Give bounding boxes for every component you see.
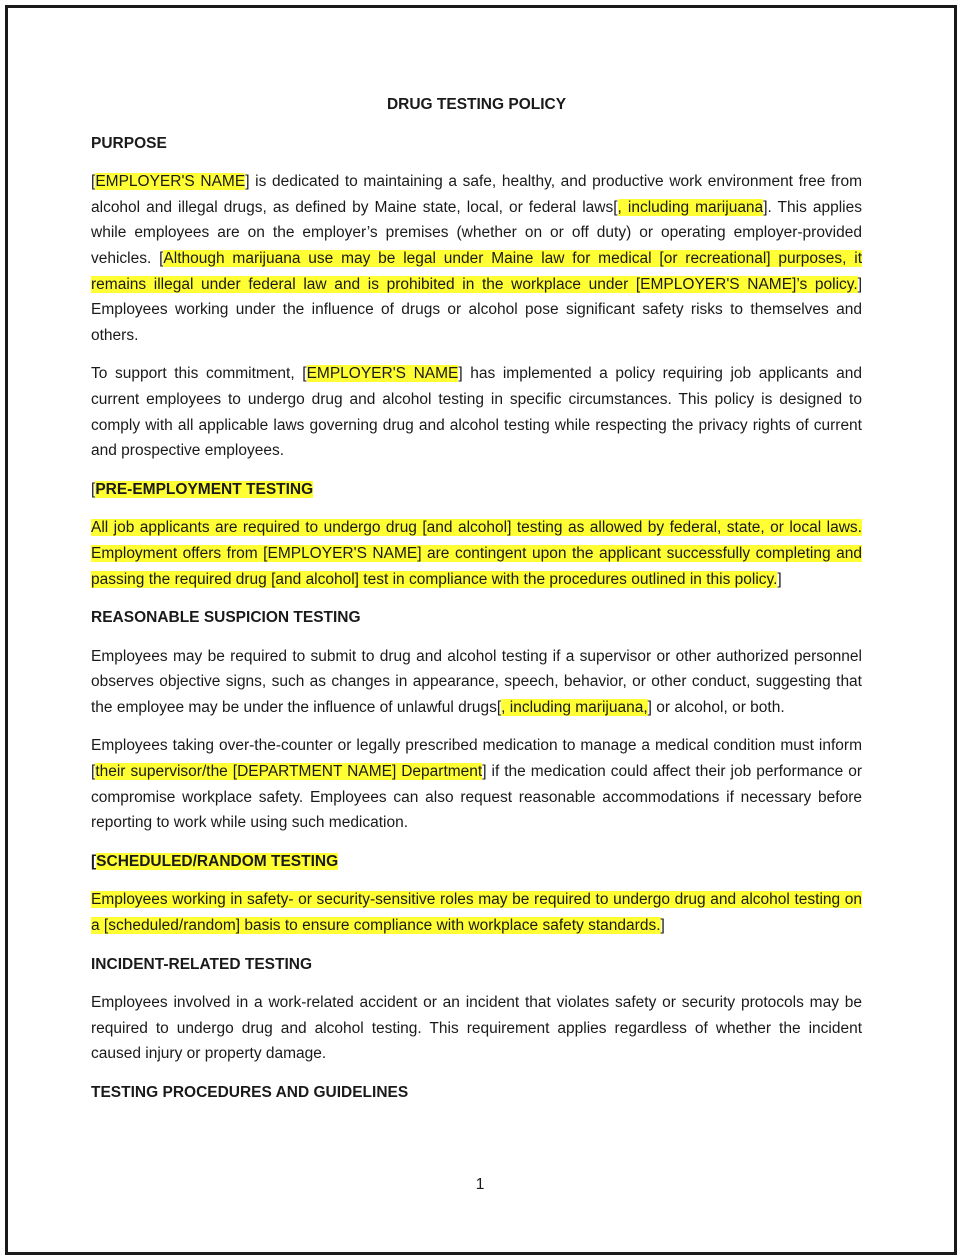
text-run: Employees taking over-the-counter or legally prescribed medication to manage a medical condition must inform [ (91, 737, 862, 781)
bracket-open: [ (91, 852, 97, 870)
section-heading-pre-employment (91, 477, 862, 503)
section-heading-scheduled-random (91, 849, 862, 875)
section-heading-incident-related: INCIDENT-RELATED TESTING (91, 955, 313, 973)
section-heading-testing-procedures: TESTING PROCEDURES AND GUIDELINES (91, 1084, 409, 1101)
text-run: ] has implemented a policy requiring job applicants and current employees to undergo drug and alcohol testing in specific circumstances. This policy is designed to comply with all applicable laws governing drug and alcohol testing while respecting the privacy rights of current and prospective employees. (91, 365, 863, 460)
reasonable-suspicion-paragraph-1 (91, 644, 862, 721)
text-run: [ (91, 173, 96, 191)
bracket-open: [ (91, 480, 96, 498)
pre-employment-paragraph (91, 515, 862, 592)
purpose-paragraph-2 (91, 361, 862, 463)
text-run: ]. This applies while employees are on the employer’s premises (whether on or off duty) or operating employer-provided vehicles. [ (91, 198, 862, 267)
incident-related-paragraph: Employees involved in a work-related accident or an incident that violates safety or security protocols may be required to undergo drug and alcohol testing. This requirement applies regardless of whether the incident caused injury or property damage. (91, 994, 862, 1063)
document-title: DRUG TESTING POLICY (386, 96, 567, 113)
purpose-paragraph-1 (91, 169, 862, 348)
highlighted-heading: SCHEDULED/RANDOM TESTING (96, 852, 339, 870)
text-run: ] Employees working under the influence of drugs or alcohol pose significant safety risks to themselves and others. (91, 275, 862, 344)
document-body (91, 92, 862, 1119)
text-run: To support this commitment, [ (91, 365, 307, 383)
text-run: Employees may be required to submit to drug and alcohol testing if a supervisor or other authorized personnel observes objective signs, such as changes in appearance, speech, behavior, or other conduct, suggesting that the employee may be under the influence of unlawful drugs[ (91, 647, 862, 716)
highlighted-placeholder: EMPLOYER'S NAME (95, 173, 246, 191)
section-heading-purpose: PURPOSE (91, 134, 167, 152)
highlighted-optional-text: Employees working in safety- or security-sensitive roles may be required to undergo drug and alcohol testing on a [scheduled/random] basis to ensure compliance with workplace safety standards. (91, 891, 862, 935)
bracket-close: ] (660, 917, 665, 935)
text-run: ] if the medication could affect their job performance or compromise workplace safety. Employees can also request reasonable accommodations if necessary before reporting to work while using such medication. (91, 763, 862, 832)
scheduled-random-paragraph (91, 887, 862, 938)
section-heading-reasonable-suspicion: REASONABLE SUSPICION TESTING (91, 609, 361, 627)
highlighted-heading: PRE-EMPLOYMENT TESTING (95, 480, 314, 498)
highlighted-placeholder: their supervisor/the [DEPARTMENT NAME] Department (95, 763, 483, 781)
page-number: 1 (475, 1176, 485, 1193)
bracket-close: ] (777, 570, 782, 588)
text-run: ] or alcohol, or both. (647, 698, 785, 716)
text-run: ] is dedicated to maintaining a safe, healthy, and productive work environment free from alcohol and illegal drugs, as defined by Maine state, local, or federal laws[ (91, 173, 862, 216)
reasonable-suspicion-paragraph-2 (91, 733, 862, 835)
highlighted-placeholder: EMPLOYER'S NAME (306, 365, 459, 383)
highlighted-optional-text: , including marijuana (617, 198, 764, 216)
highlighted-optional-text: All job applicants are required to undergo drug [and alcohol] testing as allowed by federal, state, or local laws. Employment offers from [EMPLOYER'S NAME] are contingent upon the applicant successfully completing and passing the required drug [and alcohol] test in compliance with the procedures outlined in this policy. (91, 519, 862, 588)
highlighted-optional-text: , including marijuana, (501, 698, 648, 716)
highlighted-optional-text: Although marijuana use may be legal under Maine law for medical [or recreational] purposes, it remains illegal under federal law and is prohibited in the workplace under [EMPLOYER'S NAME]’s policy. (91, 249, 863, 293)
